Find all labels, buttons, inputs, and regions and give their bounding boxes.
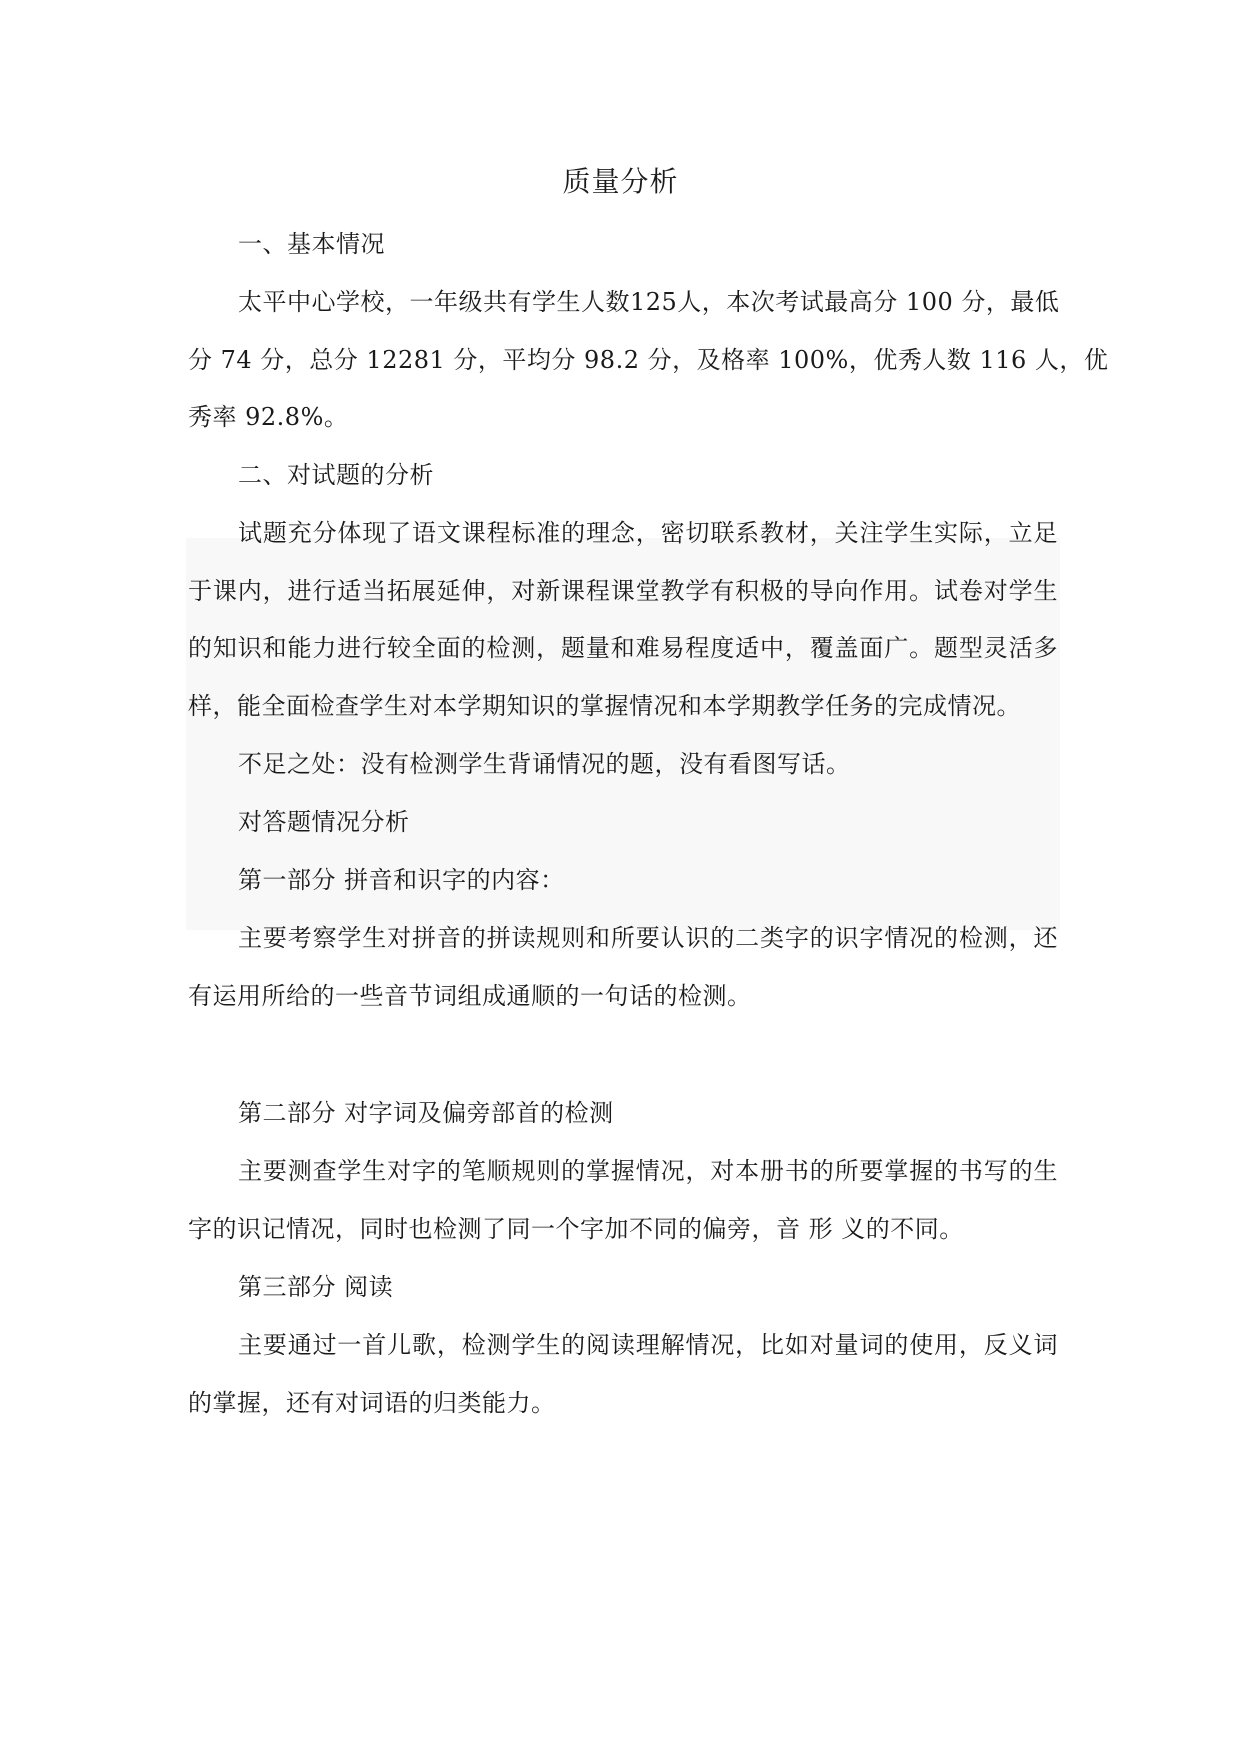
section-2-line: 于课内，进行适当拓展延伸，对新课程课堂教学有积极的导向作用。试卷对学生	[188, 577, 1058, 605]
section-1-line: 秀率 92.8%。	[188, 403, 349, 431]
section-2-shortcoming: 不足之处：没有检测学生背诵情况的题，没有看图写话。	[238, 750, 851, 778]
part-2-line: 字的识记情况，同时也检测了同一个字加不同的偏旁，音 形 义的不同。	[188, 1215, 964, 1243]
part-1-line: 有运用所给的一些音节词组成通顺的一句话的检测。	[188, 982, 752, 1010]
part-3-line: 的掌握，还有对词语的归类能力。	[188, 1389, 556, 1417]
part-3-line: 主要通过一首儿歌，检测学生的阅读理解情况，比如对量词的使用，反义词	[238, 1331, 1058, 1359]
section-2-line: 样，能全面检查学生对本学期知识的掌握情况和本学期教学任务的完成情况。	[188, 692, 1021, 720]
section-2-heading: 二、对试题的分析	[238, 461, 434, 489]
section-3-heading: 对答题情况分析	[238, 808, 410, 836]
part-2-line: 主要测查学生对字的笔顺规则的掌握情况，对本册书的所要掌握的书写的生	[238, 1157, 1058, 1185]
part-1-heading: 第一部分 拼音和识字的内容：	[238, 866, 565, 894]
page-title: 质量分析	[562, 165, 679, 198]
part-2-heading: 第二部分 对字词及偏旁部首的检测	[238, 1099, 614, 1127]
section-2-line: 试题充分体现了语文课程标准的理念，密切联系教材，关注学生实际，立足	[238, 519, 1058, 547]
section-1-heading: 一、基本情况	[238, 230, 385, 258]
section-2-line: 的知识和能力进行较全面的检测，题量和难易程度适中，覆盖面广。题型灵活多	[188, 634, 1058, 662]
section-1-line: 太平中心学校，一年级共有学生人数125人，本次考试最高分 100 分，最低	[238, 288, 1060, 316]
part-3-heading: 第三部分 阅读	[238, 1273, 394, 1301]
part-1-line: 主要考察学生对拼音的拼读规则和所要认识的二类字的识字情况的检测，还	[238, 924, 1058, 952]
section-1-line: 分 74 分，总分 12281 分，平均分 98.2 分，及格率 100%，优秀人数 116 人，优	[188, 346, 1109, 374]
